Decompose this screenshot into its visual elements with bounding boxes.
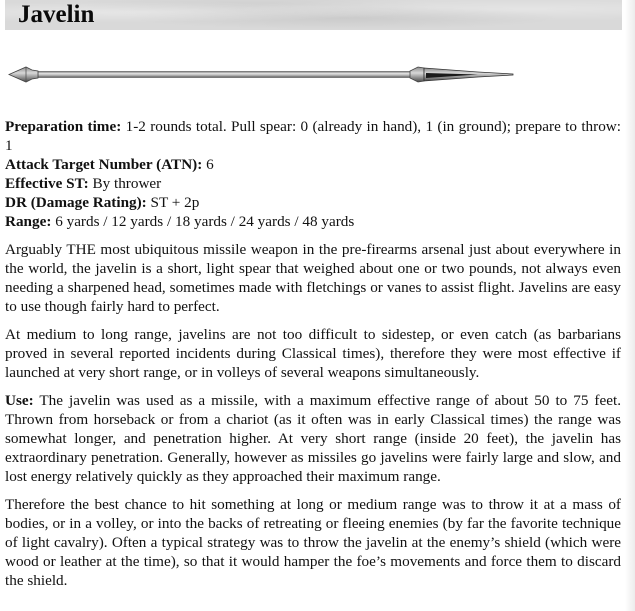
stat-value: ST + 2p bbox=[146, 194, 200, 211]
stat-range bbox=[5, 212, 621, 231]
use-paragraph bbox=[5, 391, 621, 486]
page-edge-shadow bbox=[625, 0, 635, 611]
stat-atn bbox=[5, 155, 621, 174]
stat-label: Attack Target Number (ATN): bbox=[5, 156, 203, 173]
description-paragraph: At medium to long range, javelins are not too difficult to sidestep, or even catch (as barbarians proved in several reported incidents during Classical times), therefore they were most effective if launched at very short range, or in volleys of several weapons simultaneously. bbox=[5, 326, 621, 381]
stat-preparation-time bbox=[5, 117, 621, 155]
stat-label: DR (Damage Rating): bbox=[5, 194, 147, 211]
description-paragraph: Arguably THE most ubiquitous missile weapon in the pre-firearms arsenal just about everywhere in the world, the javelin is a short, light spear that weighed about one or two pounds, not always even needing a sharpened head, sometimes made with fletchings or vanes to assist flight. Javelins are easy to use though fairly hard to perfect. bbox=[5, 241, 621, 315]
description-paragraph: Therefore the best chance to hit something at long or medium range was to throw it at a mass of bodies, or in a volley, or into the backs of retreating or fleeing enemies (by far the favorite technique of light cavalry). Often a typical strategy was to throw the javelin at the enemy’s shield (which were wood or leather at the time), so that it would hamper the foe’s movements and force them to discard the shield. bbox=[5, 496, 621, 589]
weapon-stats bbox=[5, 117, 621, 231]
stat-label: Range: bbox=[5, 213, 52, 230]
stat-effective-st bbox=[5, 174, 621, 193]
use-label: Use: bbox=[5, 392, 34, 409]
title-banner bbox=[5, 0, 622, 30]
stat-value: By thrower bbox=[88, 175, 162, 192]
stat-value: 6 bbox=[202, 156, 214, 173]
stat-label: Preparation time: bbox=[5, 118, 122, 135]
javelin-illustration-icon bbox=[8, 60, 618, 92]
page-title: Javelin bbox=[18, 1, 95, 28]
stat-damage-rating bbox=[5, 193, 621, 212]
stat-label: Effective ST: bbox=[5, 175, 89, 192]
stat-value: 1-2 rounds total. Pull spear: 0 (already in hand), 1 (in ground); prepare to throw: 1 bbox=[5, 118, 621, 154]
stat-value: 6 yards / 12 yards / 18 yards / 24 yards / 48 yards bbox=[51, 213, 355, 230]
document-body bbox=[5, 117, 621, 590]
use-text: The javelin was used as a missile, with a maximum effective range of about 50 to 75 feet. Thrown from horseback or from a chariot (as it often was in early Classical times) the range was somewhat longer, and penetration higher. At very short range (inside 20 feet), the javelin has extraordinary penetration. Generally, however as missiles go javelins were fairly large and slow, and lost energy relatively quickly as they approached their maximum range. bbox=[5, 392, 621, 485]
